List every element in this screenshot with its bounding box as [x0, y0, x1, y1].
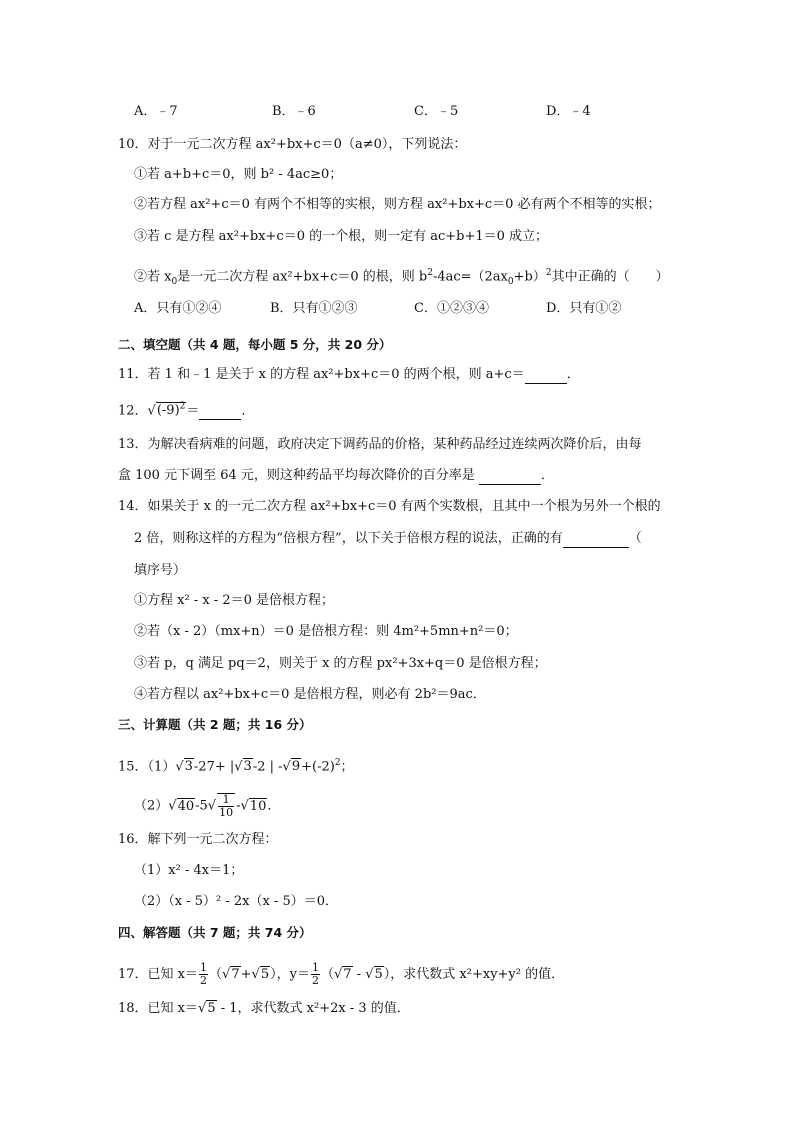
q14-line-2: 2 倍，则称这样的方程为“倍根方程”，以下关于倍根方程的说法，正确的有 （: [134, 531, 642, 546]
q16-part-2: （2）（x - 5）² - 2x（x - 5）＝0．: [134, 894, 339, 909]
section-2-heading: 二、填空题（共 4 题，每小题 5 分，共 20 分）: [118, 337, 392, 352]
q16-stem: 16．解下列一元二次方程：: [118, 832, 278, 847]
q14-line-1: 14．如果关于 x 的一元二次方程 ax²+bx+c＝0 有两个实数根，且其中一个根为另外一个根的: [118, 499, 661, 514]
q9-option-a: A．﹣7: [134, 104, 178, 119]
q15-fraction: $\frac{1}{10}$: [219, 793, 234, 819]
q10-option-b: B．只有①②③: [270, 301, 358, 316]
q17-fraction-y: $\frac{1}{2}$: [311, 961, 319, 987]
q17-fraction-x: $\frac{1}{2}$: [200, 961, 208, 987]
q10-statement-1: ①若 a+b+c＝0，则 b² - 4ac≥0；: [134, 167, 343, 182]
q14-statement-2: ②若（x - 2）（mx+n）＝0 是倍根方程：则 4m²+5mn+n²＝0；: [134, 624, 518, 639]
q14-statement-4: ④若方程以 ax²+bx+c＝0 是倍根方程，则必有 2b²＝9ac．: [134, 687, 486, 702]
q15-part-2: （2）√40-5√ $\frac{1}{10}$ -√10．: [134, 793, 281, 819]
q13-blank: [479, 484, 541, 485]
q13-line-2: 盒 100 元下调至 64 元，则这种药品平均每次降价的百分率是 ．: [118, 468, 555, 483]
q14-line-3: 填序号）: [134, 563, 187, 578]
q17: 17．已知 x＝ $\frac{1}{2}$ （√7+√5），y＝ $\frac{1}{2}$ （√7 - √5），求代数式 x²+xy+y² 的值．: [118, 961, 565, 987]
q11: 11．若 1 和﹣1 是关于 x 的方程 ax²+bx+c＝0 的两个根，则 a+c＝ ．: [118, 367, 580, 382]
q15-part-1: 15．（1）√3-27+ |√3-2 | $-√9+(-2)^2$；: [118, 758, 354, 775]
q11-blank: [525, 383, 567, 384]
q10-option-d: D．只有①②: [546, 301, 622, 316]
q18: 18．已知 x＝√5 - 1，求代数式 x²+2x - 3 的值．: [118, 1001, 410, 1016]
q14-statement-3: ③若 p，q 满足 pq＝2，则关于 x 的方程 px²+3x+q＝0 是倍根方程；: [134, 656, 547, 671]
q12-blank: [199, 419, 241, 420]
q10-option-a: A．只有①②④: [134, 301, 222, 316]
q16-part-1: （1）x² - 4x＝1；: [134, 863, 244, 878]
q10-option-c: C．①②③④: [414, 301, 489, 316]
q14-blank: [563, 547, 629, 548]
q10-statement-4: ②若 $x_0$是一元二次方程 ax²+bx+c＝0 的根，则 $b^2-4ac=(2ax_0+b)^2$其中正确的（ ）: [134, 268, 669, 287]
section-4-heading: 四、解答题（共 7 题；共 74 分）: [118, 925, 312, 940]
q12: 12．$√(-9)^2=$ ．: [118, 402, 255, 419]
q13-line-1: 13．为解决看病难的问题，政府决定下调药品的价格，某种药品经过连续两次降价后，由每: [118, 437, 642, 452]
q9-option-c: C．﹣5: [414, 104, 459, 119]
q9-option-d: D．﹣4: [546, 104, 591, 119]
q10-statement-2: ②若方程 ax²+c＝0 有两个不相等的实根，则方程 ax²+bx+c＝0 必有两个不相等的实根；: [134, 197, 661, 212]
q9-option-b: B．﹣6: [272, 104, 316, 119]
q10-statement-3: ③若 c 是方程 ax²+bx+c＝0 的一个根，则一定有 ac+b+1＝0 成立；: [134, 229, 549, 244]
q14-statement-1: ①方程 x² - x - 2＝0 是倍根方程；: [134, 593, 334, 608]
section-3-heading: 三、计算题（共 2 题；共 16 分）: [118, 717, 312, 732]
q10-stem: 10．对于一元二次方程 ax²+bx+c＝0（a≠0），下列说法：: [118, 137, 467, 152]
